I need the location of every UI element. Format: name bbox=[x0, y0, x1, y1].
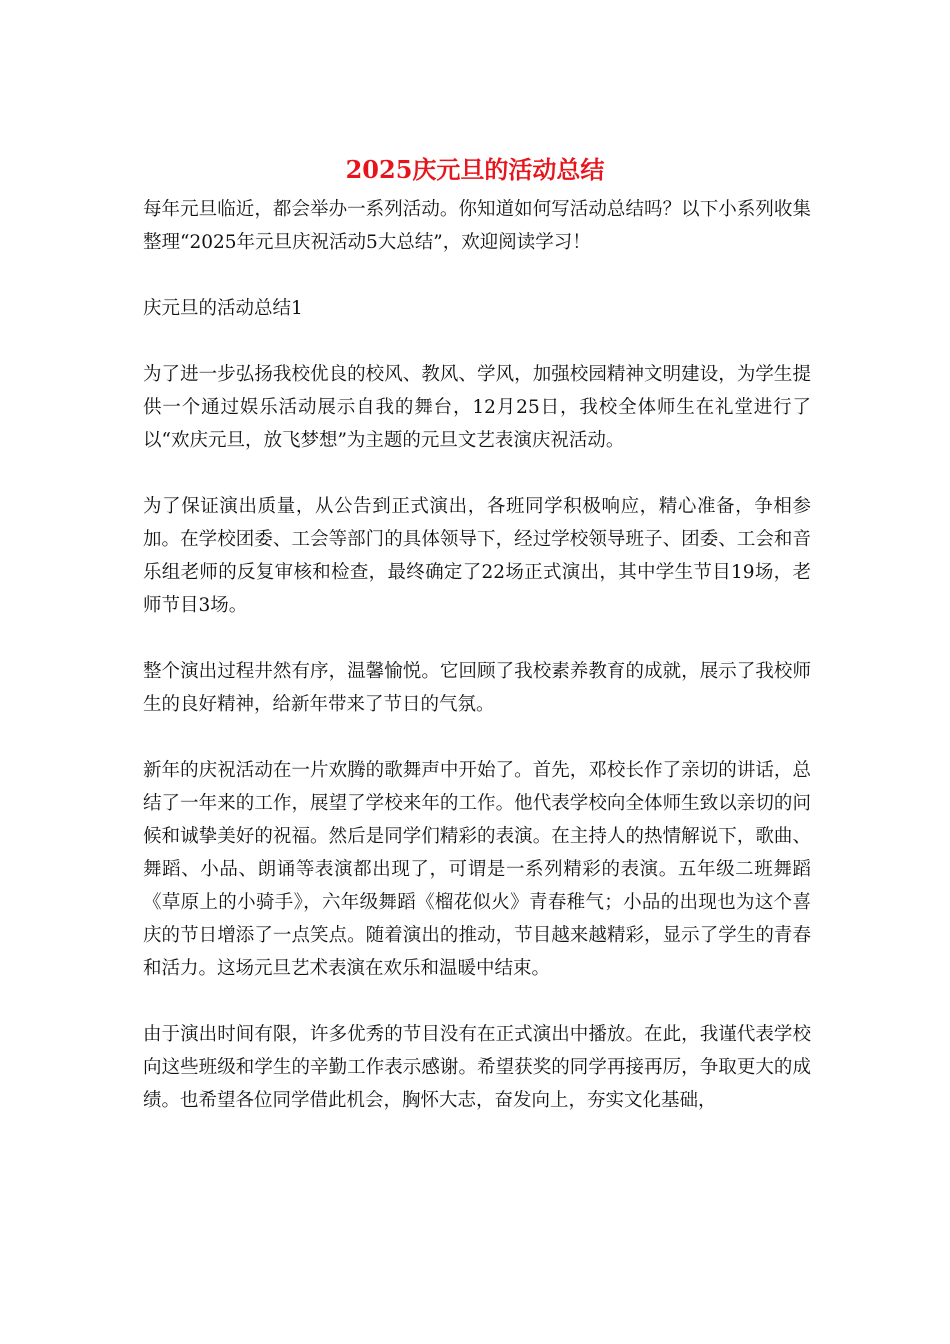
body-paragraph: 为了进一步弘扬我校优良的校风、教风、学风，加强校园精神文明建设，为学生提供一个通过娱乐活动展示自我的舞台，12月25日，我校全体师生在礼堂进行了以“欢庆元旦，放飞梦想”为主题的元旦文艺表演庆祝活动。 bbox=[143, 364, 811, 451]
body-paragraph: 新年的庆祝活动在一片欢腾的歌舞声中开始了。首先，邓校长作了亲切的讲话，总结了一年来的工作，展望了学校来年的工作。他代表学校向全体师生致以亲切的问候和诚挚美好的祝福。然后是同学们精彩的表演。在主持人的热情解说下，歌曲、舞蹈、小品、朗诵等表演都出现了，可谓是一系列精彩的表演。五年级二班舞蹈《草原上的小骑手》，六年级舞蹈《榴花似火》青春稚气；小品的出现也为这个喜庆的节日增添了一点笑点。随着演出的推动，节目越来越精彩，显示了学生的青春和活力。这场元旦艺术表演在欢乐和温暖中结束。 bbox=[143, 760, 811, 979]
section-heading: 庆元旦的活动总结1 bbox=[143, 298, 303, 319]
document-title: 2025庆元旦的活动总结 bbox=[345, 155, 605, 184]
body-paragraph: 整个演出过程井然有序，温馨愉悦。它回顾了我校素养教育的成就，展示了我校师生的良好精神，给新年带来了节日的气氛。 bbox=[143, 661, 811, 715]
document-body bbox=[143, 193, 811, 1117]
body-paragraph: 由于演出时间有限，许多优秀的节目没有在正式演出中播放。在此，我谨代表学校向这些班级和学生的辛勤工作表示感谢。希望获奖的同学再接再厉，争取更大的成绩。也希望各位同学借此机会，胸怀大志，奋发向上，夯实文化基础， bbox=[143, 1024, 811, 1111]
body-paragraph: 为了保证演出质量，从公告到正式演出，各班同学积极响应，精心准备，争相参加。在学校团委、工会等部门的具体领导下，经过学校领导班子、团委、工会和音乐组老师的反复审核和检查，最终确定了22场正式演出，其中学生节目19场，老师节目3场。 bbox=[143, 496, 811, 616]
intro-paragraph: 每年元旦临近，都会举办一系列活动。你知道如何写活动总结吗？以下小系列收集整理“2025年元旦庆祝活动5大总结”，欢迎阅读学习！ bbox=[143, 199, 811, 253]
